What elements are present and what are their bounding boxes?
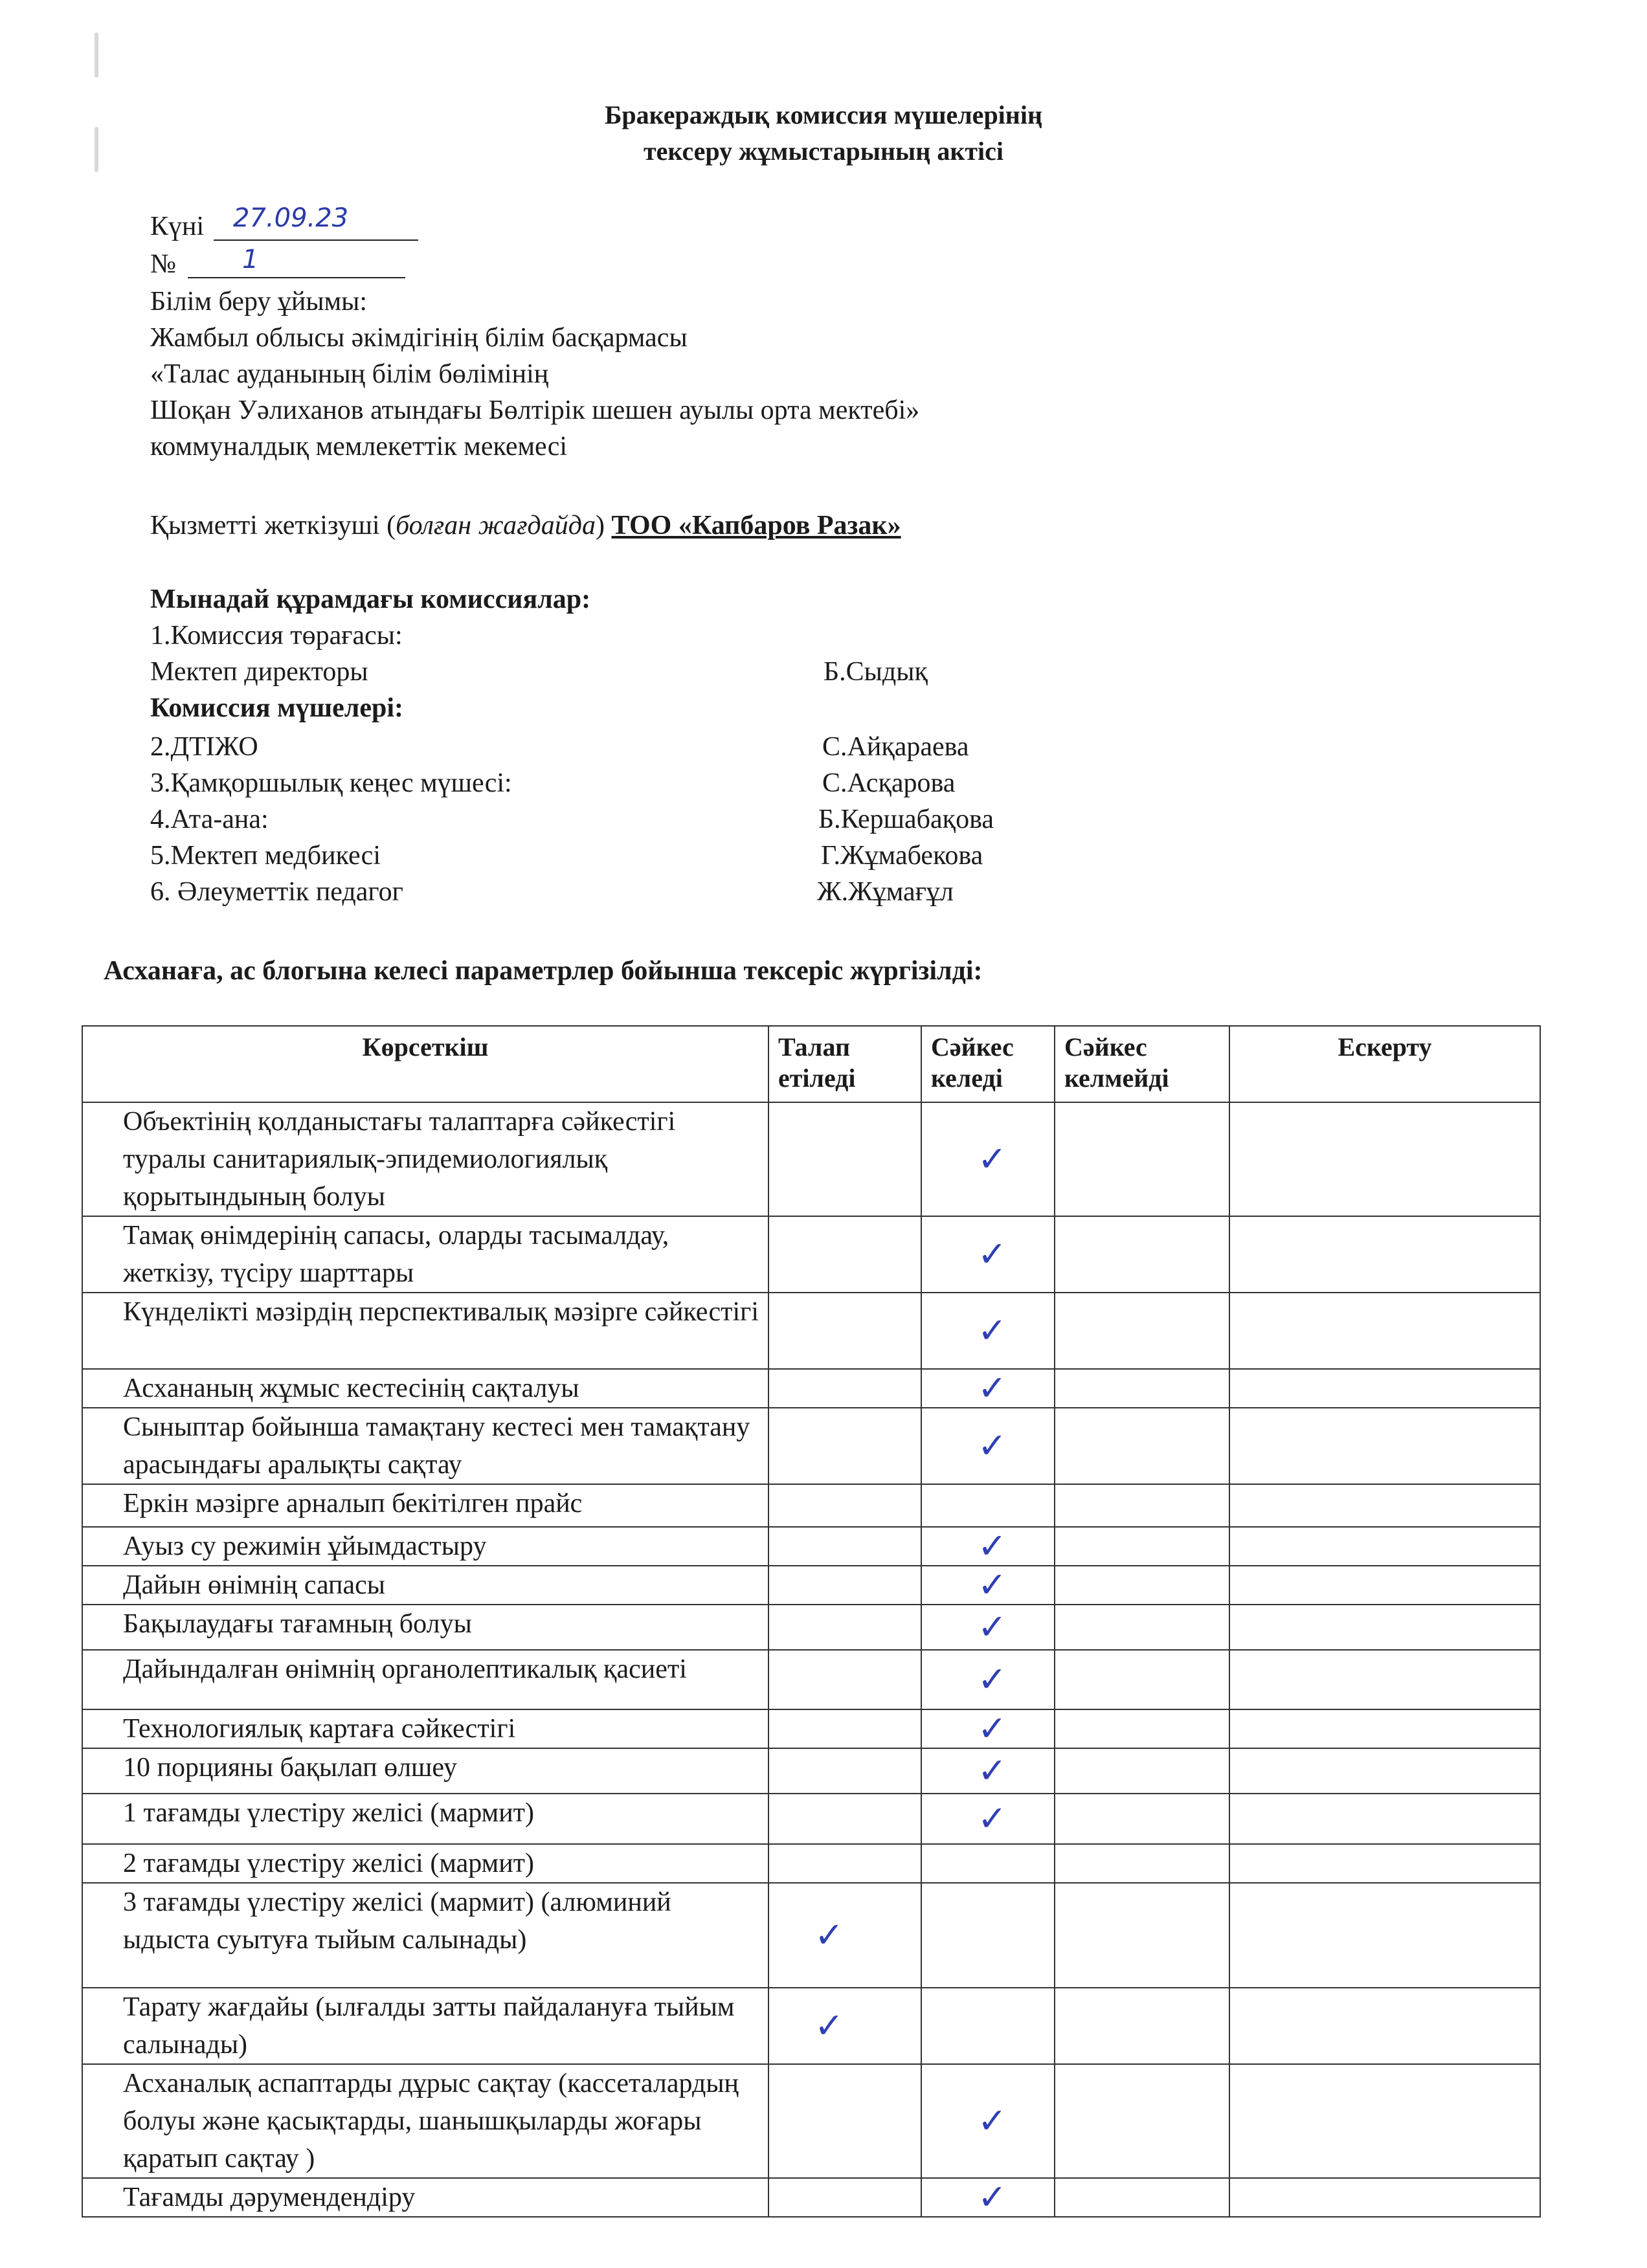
not-complies-cell [1055,1102,1229,1216]
complies-cell [921,1102,1055,1216]
required-cell [768,2064,921,2178]
table-row [82,1484,1540,1527]
required-cell [768,1794,921,1844]
table-row [82,1709,1540,1748]
check-mark-icon: ✓ [978,1310,1007,1351]
required-cell [768,1566,921,1605]
note-cell [1229,1408,1540,1484]
indicator-cell: 10 порцияны бақылап өлшеу [82,1748,768,1794]
table-row [82,1748,1540,1794]
member-name: С.Асқарова [822,768,956,798]
table-row [82,1605,1540,1650]
required-cell [768,1293,921,1369]
table-row [82,1844,1540,1883]
not-complies-cell [1055,1408,1229,1484]
table-body [82,1102,1540,2217]
table-row [82,1566,1540,1605]
supplier-note: болған жағдайда [396,511,596,540]
indicator-cell: Еркін мәзірге арналып бекітілген прайс [82,1484,768,1527]
complies-cell [921,1844,1055,1883]
members-heading: Комиссия мүшелері: [150,693,404,723]
check-mark-icon: ✓ [978,2100,1007,2141]
not-complies-cell [1055,1566,1229,1605]
indicator-cell: Асхананың жұмыс кестесінің сақталуы [82,1369,768,1408]
not-complies-cell [1055,1369,1229,1408]
col-header-indicator: Көрсеткіш [82,1026,768,1102]
complies-cell [921,1988,1055,2064]
complies-cell [921,1566,1055,1605]
not-complies-cell [1055,1709,1229,1748]
complies-cell [921,1709,1055,1748]
indicator-cell: Дайын өнімнің сапасы [82,1566,768,1605]
doc-title-line2: тексеру жұмыстарының актісі [643,137,1003,166]
table-row [82,1369,1540,1408]
org-line-3: Шоқан Уәлиханов атындағы Бөлтірік шешен ауылы орта мектебі» [150,395,920,425]
check-mark-icon: ✓ [978,1659,1007,1700]
required-cell [768,1709,921,1748]
table-row [82,1293,1540,1369]
table-row [82,2064,1540,2178]
indicator-cell: Күнделікті мәзірдің перспективалық мәзірге сәйкестігі [82,1293,768,1369]
indicator-cell: 3 тағамды үлестіру желісі (мармит) (алюминий ыдыста суытуға тыйым салынады) [82,1883,768,1988]
note-cell [1229,1369,1540,1408]
required-cell [768,2178,921,2217]
supplier-line [150,507,901,544]
check-mark-icon: ✓ [978,1425,1007,1466]
complies-cell [921,1883,1055,1988]
member-name: С.Айқараева [822,732,969,762]
required-cell [768,1650,921,1709]
complies-cell [921,1748,1055,1794]
not-complies-cell [1055,1748,1229,1794]
indicator-cell: Дайындалған өнімнің органолептикалық қасиеті [82,1650,768,1709]
not-complies-cell [1055,1605,1229,1650]
supplier-close: ) [596,511,605,540]
indicator-cell: Асханалық аспаптарды дұрыс сақтау (кассеталардың болуы және қасықтарды, шанышқыларды жоғары қаратып сақтау ) [82,2064,768,2178]
note-cell [1229,1605,1540,1650]
note-cell [1229,2064,1540,2178]
not-complies-cell [1055,1794,1229,1844]
date-underline [214,239,418,241]
note-cell [1229,2178,1540,2217]
member-role: 4.Ата-ана: [150,805,269,834]
date-label: Күні [150,212,205,241]
note-cell [1229,1988,1540,2064]
col-header-not-complies: Сәйкес келмейді [1055,1026,1229,1102]
complies-cell [921,1369,1055,1408]
indicator-cell: Тамақ өнімдерінің сапасы, оларды тасымалдау, жеткізу, түсіру шарттары [82,1216,768,1293]
not-complies-cell [1055,1484,1229,1527]
col-header-complies: Сәйкес келеді [921,1026,1055,1102]
note-cell [1229,1794,1540,1844]
complies-cell [921,1605,1055,1650]
indicator-cell: 2 тағамды үлестіру желісі (мармит) [82,1844,768,1883]
check-mark-icon: ✓ [978,1708,1007,1749]
check-mark-icon: ✓ [978,1234,1007,1274]
required-cell [768,1748,921,1794]
check-mark-icon: ✓ [978,2177,1007,2218]
col-header-note: Ескерту [1229,1026,1540,1102]
member-name: Г.Жұмабекова [821,841,983,871]
indicator-cell: Ауыз су режимін ұйымдастыру [82,1527,768,1566]
not-complies-cell [1055,1293,1229,1369]
required-cell [768,1484,921,1527]
complies-cell [921,2064,1055,2178]
complies-cell [921,1408,1055,1484]
check-mark-icon: ✓ [814,1915,844,1955]
not-complies-cell [1055,2064,1229,2178]
note-cell [1229,1293,1540,1369]
note-cell [1229,1844,1540,1883]
note-cell [1229,1102,1540,1216]
supplier-value: ТОО «Капбаров Разак» [611,511,901,540]
inspection-heading: Асханаға, ас блогына келесі параметрлер бойынша тексеріс жүргізілді: [104,956,983,986]
not-complies-cell [1055,1883,1229,1988]
complies-cell [921,1794,1055,1844]
required-cell [768,1102,921,1216]
member-role: 2.ДТІЖО [150,732,258,762]
table-row [82,1102,1540,1216]
required-cell [768,1527,921,1566]
not-complies-cell [1055,2178,1229,2217]
note-cell [1229,1748,1540,1794]
indicator-cell: Объектінің қолданыстағы талаптарға сәйкестігі туралы санитариялық-эпидемиологиялық қорытындының болуы [82,1102,768,1216]
note-cell [1229,1216,1540,1293]
not-complies-cell [1055,1988,1229,2064]
org-line-4: коммуналдық мемлекеттік мекемесі [150,432,568,461]
required-cell [768,1988,921,2064]
doc-title-line1: Бракераждық комиссия мүшелерінің [604,100,1043,129]
not-complies-cell [1055,1216,1229,1293]
required-cell [768,1605,921,1650]
member-name: Б.Кершабақова [818,805,994,834]
check-mark-icon: ✓ [978,1526,1007,1566]
indicator-cell: Тарату жағдайы (ылғалды затты пайдалануға тыйым салынады) [82,1988,768,2064]
member-role: 5.Мектеп медбикесі [150,841,381,871]
table-row [82,1527,1540,1566]
commission-heading: Мынадай құрамдағы комиссиялар: [150,584,591,614]
not-complies-cell [1055,1650,1229,1709]
complies-cell [921,1650,1055,1709]
member-role: 6. Әлеуметтік педагог [150,877,403,907]
required-cell [768,1216,921,1293]
required-cell [768,1844,921,1883]
check-mark-icon: ✓ [978,1564,1007,1605]
complies-cell [921,1293,1055,1369]
complies-cell [921,1484,1055,1527]
org-line-1: Жамбыл облысы әкімдігінің білім басқармасы [150,323,688,353]
complies-cell [921,1216,1055,1293]
chair-label: 1.Комиссия төрағасы: [150,621,403,650]
check-mark-icon: ✓ [978,1606,1007,1647]
note-cell [1229,1709,1540,1748]
number-underline [188,277,405,278]
table-header-row [82,1026,1540,1102]
check-mark-icon: ✓ [814,2005,844,2046]
indicator-cell: Тағамды дәрумендендіру [82,2178,768,2217]
table-row [82,1988,1540,2064]
indicator-cell: Технологиялық картаға сәйкестігі [82,1709,768,1748]
check-mark-icon: ✓ [978,1798,1007,1839]
check-mark-icon: ✓ [978,1139,1007,1179]
note-cell [1229,1566,1540,1605]
chair-role: Мектеп директоры [150,657,368,687]
table-row [82,1216,1540,1293]
note-cell [1229,1484,1540,1527]
required-cell [768,1883,921,1988]
inspection-table [82,1025,1541,2218]
chair-name: Б.Сыдық [824,657,928,687]
org-line-2: «Талас ауданының білім бөлімінің [150,359,549,389]
table-row [82,1883,1540,1988]
date-value: 27.09.23 [233,203,349,233]
required-cell [768,1408,921,1484]
member-name: Ж.Жұмағұл [817,877,954,907]
note-cell [1229,1650,1540,1709]
indicator-cell: Бақылаудағы тағамның болуы [82,1605,768,1650]
check-mark-icon: ✓ [978,1750,1007,1791]
note-cell [1229,1527,1540,1566]
not-complies-cell [1055,1527,1229,1566]
member-role: 3.Қамқоршылық кеңес мүшесі: [150,768,512,798]
indicator-cell: Сыныптар бойынша тамақтану кестесі мен тамақтану арасындағы аралықты сақтау [82,1408,768,1484]
complies-cell [921,2178,1055,2217]
col-header-required: Талап етіледі [768,1026,921,1102]
org-label: Білім беру ұйымы: [150,287,368,317]
supplier-label: Қызметті жеткізуші ( [150,511,396,540]
required-cell [768,1369,921,1408]
not-complies-cell [1055,1844,1229,1883]
note-cell [1229,1883,1540,1988]
check-mark-icon: ✓ [978,1368,1007,1408]
table-row [82,2178,1540,2217]
indicator-cell: 1 тағамды үлестіру желісі (мармит) [82,1794,768,1844]
table-row [82,1794,1540,1844]
punch-hole-mark [95,32,98,78]
table-row [82,1650,1540,1709]
number-value: 1 [242,245,259,274]
complies-cell [921,1527,1055,1566]
number-label: № [150,249,177,279]
table-row [82,1408,1540,1484]
